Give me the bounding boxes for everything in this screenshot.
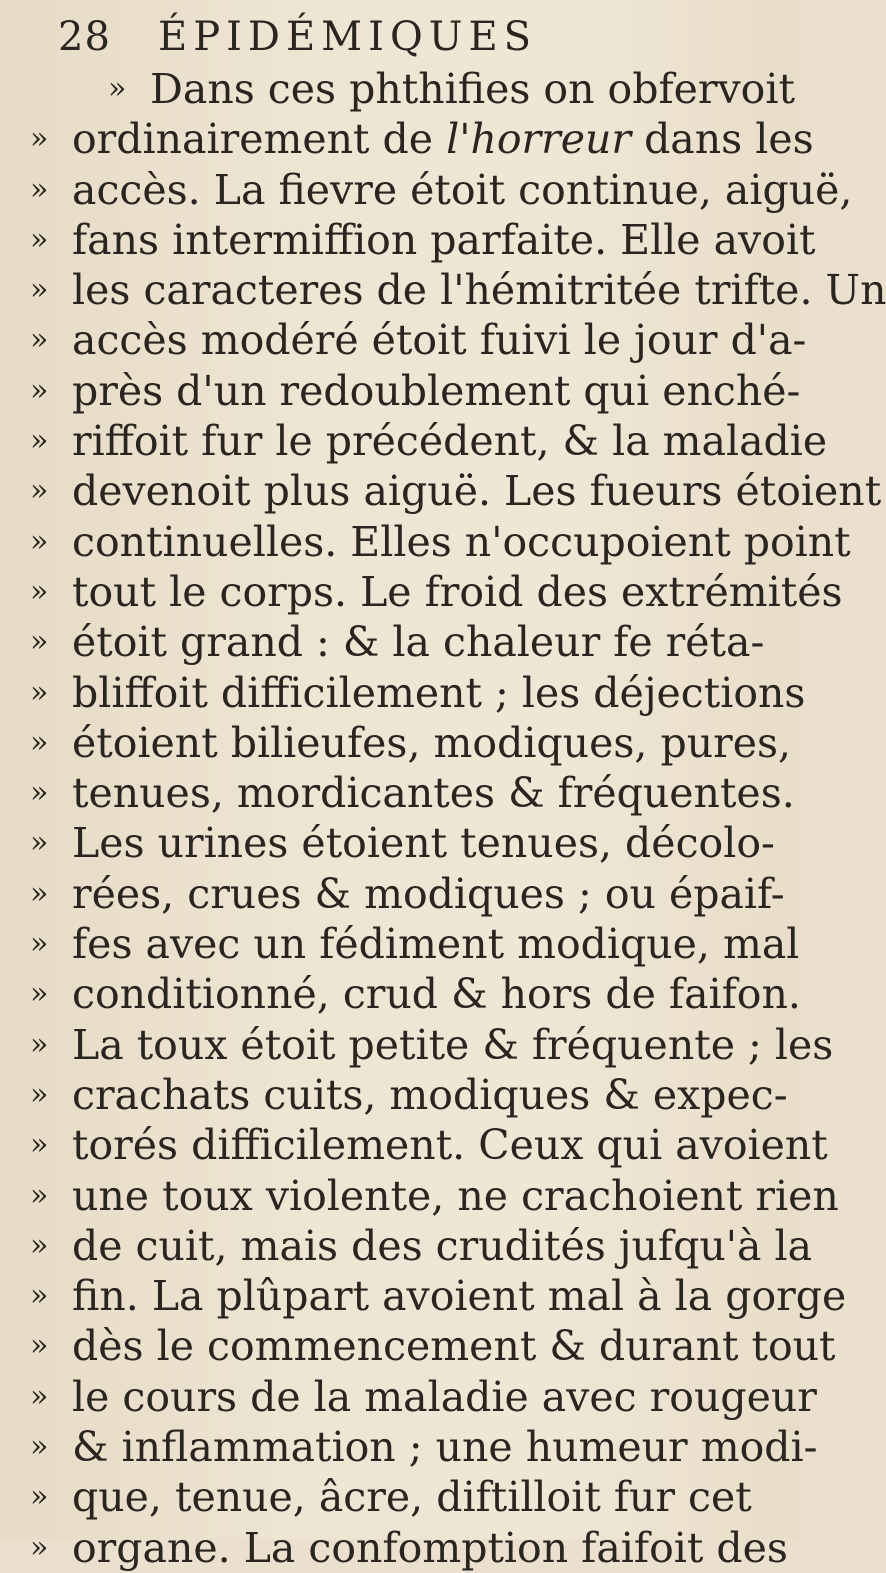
text-line bbox=[0, 1321, 836, 1371]
line-text-part: conditionné, crud & hors de faifon. bbox=[72, 970, 801, 1019]
text-line bbox=[0, 818, 800, 868]
quote-mark: » bbox=[30, 1026, 49, 1062]
quote-mark: » bbox=[30, 724, 49, 760]
line-text bbox=[72, 517, 851, 567]
text-line bbox=[0, 1221, 813, 1271]
quote-mark: » bbox=[30, 573, 49, 609]
line-text-part: dans les bbox=[631, 115, 814, 164]
line-text-part: fin. La plûpart avoient mal à la gorge bbox=[72, 1272, 847, 1321]
quote-mark: » bbox=[30, 976, 49, 1012]
quote-mark: » bbox=[30, 775, 49, 811]
line-text-part: rées, crues & modiques ; ou épaif- bbox=[72, 869, 785, 918]
quote-mark: » bbox=[30, 1127, 49, 1163]
text-line bbox=[0, 1171, 839, 1221]
line-text bbox=[72, 1372, 817, 1422]
line-text bbox=[72, 818, 775, 868]
quote-mark: » bbox=[30, 1378, 49, 1414]
line-text-part: dès le commencement & durant tout bbox=[72, 1322, 836, 1371]
quote-mark: » bbox=[30, 875, 49, 911]
line-text bbox=[72, 1020, 833, 1070]
line-text-part: tenues, mordicantes & fréquentes. bbox=[72, 769, 795, 818]
quote-mark: » bbox=[30, 221, 49, 257]
line-text bbox=[150, 64, 795, 114]
line-text-part: La toux étoit petite & fréquente ; les bbox=[72, 1020, 834, 1069]
quote-mark: » bbox=[30, 1227, 49, 1263]
line-text-part: & inflammation ; une humeur modi- bbox=[72, 1423, 818, 1472]
text-line bbox=[0, 668, 806, 718]
page-number: 28 bbox=[58, 14, 111, 60]
line-text bbox=[72, 265, 886, 315]
text-line bbox=[0, 265, 886, 315]
quote-mark: » bbox=[30, 1076, 49, 1112]
line-text bbox=[72, 1321, 836, 1371]
quote-mark: » bbox=[30, 272, 49, 308]
quote-mark: » bbox=[30, 1177, 49, 1213]
text-line bbox=[0, 315, 807, 365]
quote-mark: » bbox=[30, 171, 49, 207]
quote-mark: » bbox=[30, 825, 49, 861]
quote-mark: » bbox=[30, 473, 49, 509]
line-text-part: torés difficilement. Ceux qui avoient bbox=[72, 1121, 828, 1170]
text-line bbox=[0, 1372, 817, 1422]
text-line bbox=[0, 567, 843, 617]
line-text bbox=[72, 1171, 839, 1221]
page-header bbox=[58, 14, 658, 64]
line-text bbox=[72, 617, 764, 667]
line-text-part: ordinairement de bbox=[72, 115, 447, 164]
line-text-part: accès modéré étoit fuivi le jour d'a- bbox=[72, 316, 807, 365]
line-text-part: tout le corps. Le froid des extrémités bbox=[72, 567, 843, 616]
running-head: ÉPIDÉMIQUES bbox=[158, 14, 538, 60]
line-text bbox=[72, 1523, 788, 1573]
line-text-part: Dans ces phthifies on obfervoit bbox=[150, 65, 795, 113]
quote-mark: » bbox=[30, 674, 49, 710]
line-text bbox=[72, 969, 801, 1019]
line-text bbox=[72, 869, 785, 919]
line-text bbox=[72, 114, 814, 164]
line-text bbox=[72, 668, 805, 718]
quote-mark: » bbox=[30, 121, 49, 157]
quote-mark: » bbox=[30, 926, 49, 962]
text-line bbox=[0, 919, 800, 969]
line-text-part: une toux violente, ne crachoient rien bbox=[72, 1171, 839, 1220]
line-text-part: fans intermiffion parfaite. Elle avoit bbox=[72, 215, 816, 264]
quote-mark: » bbox=[30, 372, 49, 408]
line-text bbox=[72, 718, 791, 768]
line-text-part: riffoit fur le précédent, & la maladie bbox=[72, 417, 828, 466]
text-line bbox=[0, 1422, 818, 1472]
line-text-part: les caracteres de l'hémitritée trifte. Un bbox=[72, 266, 886, 315]
text-line bbox=[0, 416, 828, 466]
text-line bbox=[0, 718, 800, 768]
text-line bbox=[0, 969, 800, 1019]
line-text-part: que, tenue, âcre, diftilloit fur cet bbox=[72, 1473, 752, 1522]
text-line bbox=[0, 617, 800, 667]
line-text-part: étoient bilieufes, modiques, pures, bbox=[72, 718, 792, 767]
quote-mark: » bbox=[30, 1328, 49, 1364]
line-text-part: fes avec un fédiment modique, mal bbox=[72, 920, 800, 969]
text-line bbox=[0, 215, 816, 265]
line-text-part: de cuit, mais des crudités jufqu'à la bbox=[72, 1221, 813, 1270]
text-line bbox=[0, 869, 800, 919]
line-text bbox=[72, 1070, 788, 1120]
text-line bbox=[0, 114, 814, 164]
line-text bbox=[72, 768, 795, 818]
quote-mark: » bbox=[30, 1429, 49, 1465]
text-line bbox=[0, 1472, 800, 1522]
line-text bbox=[72, 567, 843, 617]
text-line bbox=[0, 1070, 800, 1120]
line-text bbox=[72, 315, 806, 365]
quote-mark: » bbox=[30, 624, 49, 660]
line-text-part: bliffoit difficilement ; les déjections bbox=[72, 668, 806, 717]
line-text-part: accès. La fievre étoit continue, aiguë, bbox=[72, 165, 853, 214]
quote-mark: » bbox=[30, 423, 49, 459]
quote-mark: » bbox=[30, 1278, 49, 1314]
text-line bbox=[0, 1523, 800, 1573]
text-line bbox=[0, 1020, 834, 1070]
line-text bbox=[72, 416, 827, 466]
italic-term: l'horreur bbox=[446, 115, 632, 164]
line-text-part: crachats cuits, modiques & expec- bbox=[72, 1070, 788, 1119]
line-text bbox=[72, 215, 815, 265]
line-text-part: le cours de la maladie avec rougeur bbox=[72, 1372, 817, 1421]
line-text bbox=[72, 1472, 752, 1522]
quote-mark: » bbox=[30, 1529, 49, 1565]
line-text-part: devenoit plus aiguë. Les fueurs étoient bbox=[72, 467, 882, 516]
text-line bbox=[0, 1120, 828, 1170]
line-text bbox=[72, 466, 881, 516]
text-line bbox=[0, 768, 800, 818]
line-text-part: étoit grand : & la chaleur fe réta- bbox=[72, 618, 765, 667]
line-text bbox=[72, 366, 800, 416]
line-text-part: Les urines étoient tenues, décolo- bbox=[72, 819, 775, 868]
line-text bbox=[72, 1271, 846, 1321]
quote-mark: » bbox=[108, 71, 127, 106]
line-text bbox=[72, 1221, 812, 1271]
line-text-part: organe. La confomption faifoit des bbox=[72, 1523, 788, 1572]
line-text-part: près d'un redoublement qui enché- bbox=[72, 366, 801, 415]
body-text bbox=[0, 64, 886, 1573]
line-text bbox=[72, 1120, 828, 1170]
quote-mark: » bbox=[30, 523, 49, 559]
quote-mark: » bbox=[30, 1479, 49, 1515]
text-line bbox=[0, 1271, 847, 1321]
quote-mark: » bbox=[30, 322, 49, 358]
text-line bbox=[0, 165, 853, 215]
text-line bbox=[0, 366, 800, 416]
line-text bbox=[72, 919, 799, 969]
line-text-part: continuelles. Elles n'occupoient point bbox=[72, 517, 851, 566]
text-line bbox=[0, 466, 882, 516]
line-text bbox=[72, 165, 852, 215]
text-line bbox=[0, 517, 851, 567]
line-text bbox=[72, 1422, 817, 1472]
text-line bbox=[0, 64, 800, 114]
